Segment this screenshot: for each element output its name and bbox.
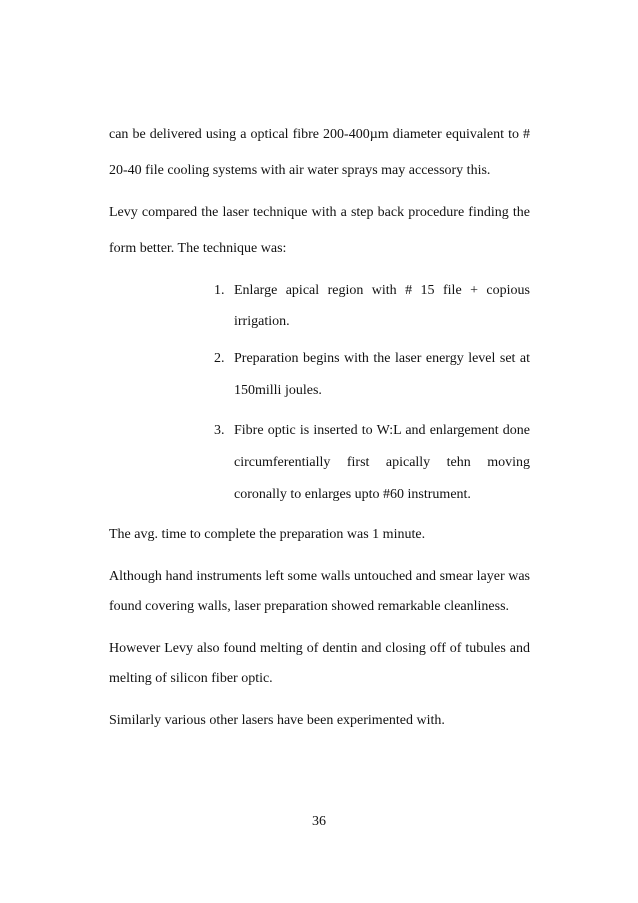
paragraph-5-line-1: However Levy also found melting of dentin and closing off of tubules and xyxy=(109,641,530,656)
paragraph-5-line-2: melting of silicon fiber optic. xyxy=(109,671,273,686)
paragraph-4-line-2: found covering walls, laser preparation showed remarkable cleanliness. xyxy=(109,599,510,614)
list-item-1-line-1: Enlarge apical region with # 15 file + copious xyxy=(234,283,530,298)
list-item-3-line-2: circumferentially first apically tehn moving xyxy=(234,455,530,470)
list-item-2-line-1: Preparation begins with the laser energy level set at xyxy=(234,351,530,366)
list-item-2-line-2: 150milli joules. xyxy=(234,383,322,398)
paragraph-2-line-2: form better. The technique was: xyxy=(109,241,287,256)
paragraph-1-line-1: can be delivered using a optical fibre 200-400µm diameter equivalent to # xyxy=(109,127,530,142)
list-item-1-line-2: irrigation. xyxy=(234,314,290,329)
page-number: 36 xyxy=(312,814,326,829)
paragraph-4-line-1: Although hand instruments left some walls untouched and smear layer was xyxy=(109,569,530,584)
paragraph-2-line-1: Levy compared the laser technique with a step back procedure finding the xyxy=(109,205,530,220)
paragraph-3-line-1: The avg. time to complete the preparation was 1 minute. xyxy=(109,527,426,542)
list-item-3-line-1: Fibre optic is inserted to W:L and enlargement done xyxy=(234,423,530,438)
paragraph-6-line-1: Similarly various other lasers have been experimented with. xyxy=(109,713,445,728)
list-number-2: 2. xyxy=(214,351,225,366)
list-number-3: 3. xyxy=(214,423,225,438)
paragraph-1-line-2: 20-40 file cooling systems with air water sprays may accessory this. xyxy=(109,163,491,178)
list-item-3-line-3: coronally to enlarges upto #60 instrument. xyxy=(234,487,471,502)
list-number-1: 1. xyxy=(214,283,225,298)
